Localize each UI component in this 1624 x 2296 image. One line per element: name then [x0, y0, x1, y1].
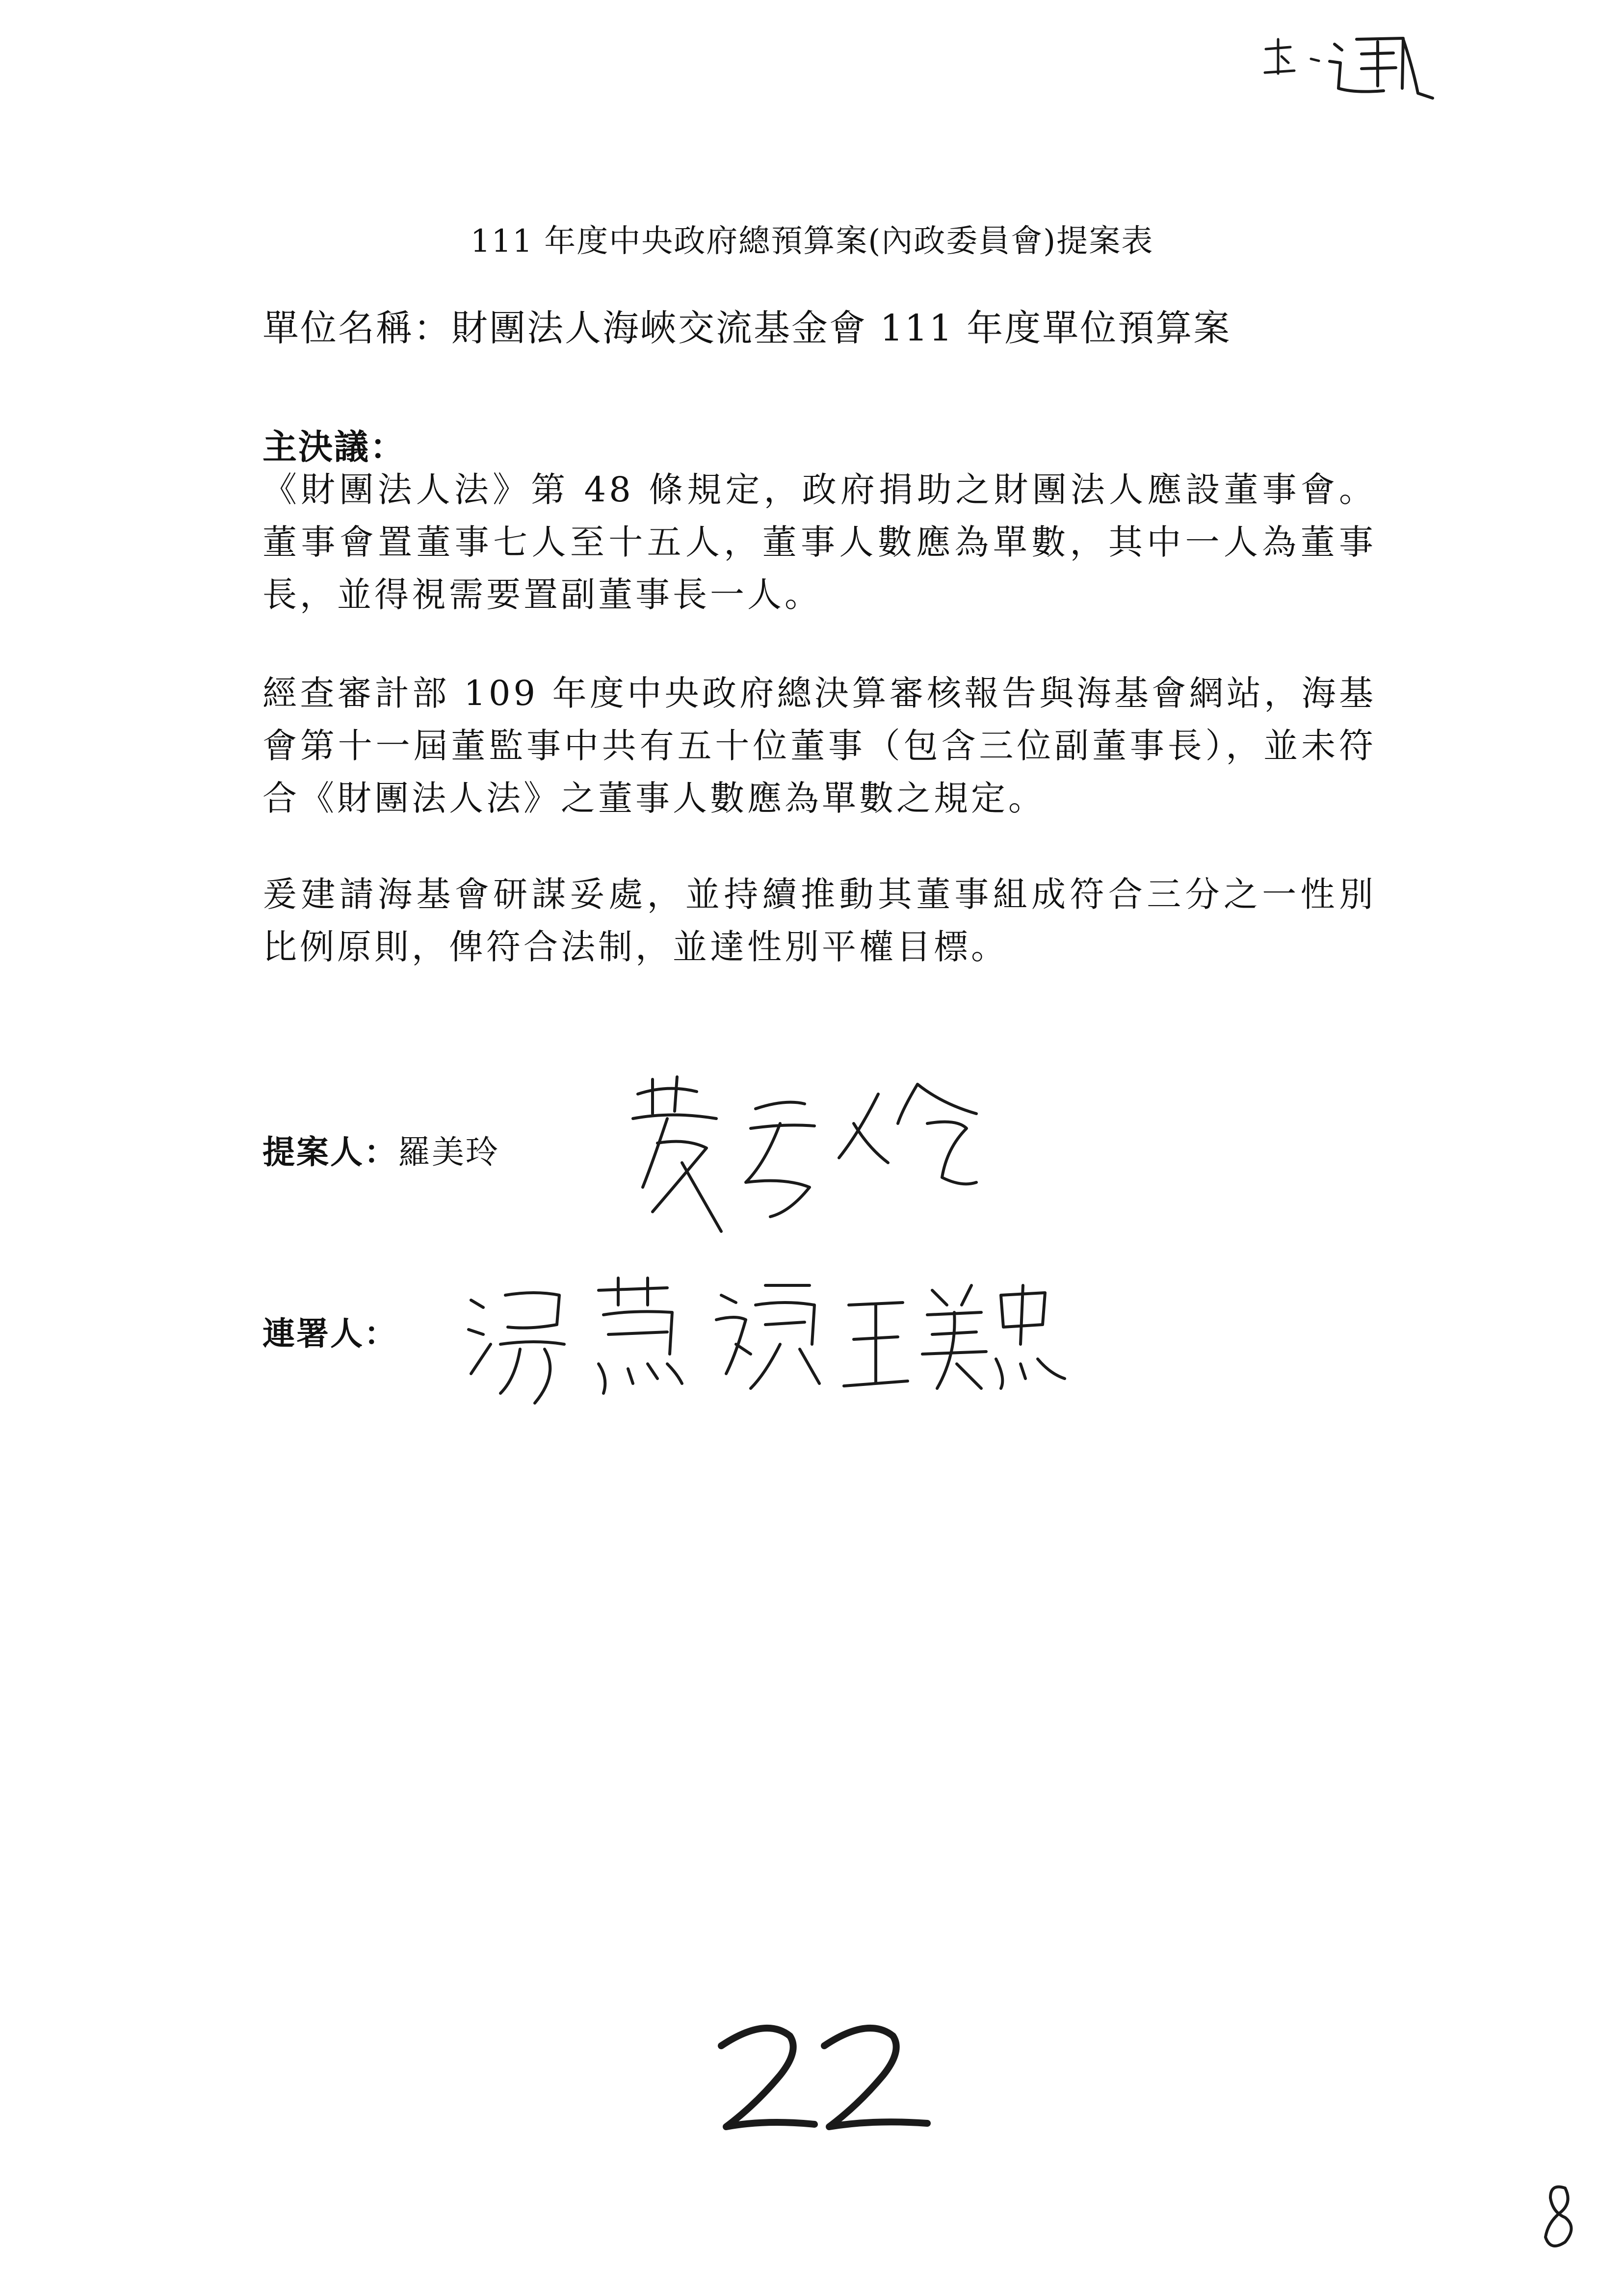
resolution-paragraph: 《財團法人法》第 48 條規定，政府捐助之財團法人應設董事會。董事會置董事七人至十五人，董事人數應為單數，其中一人為董事長，並得視需要置副董事長一人。	[262, 470, 1376, 615]
cosigner-row	[262, 1307, 398, 1354]
corner-note-handwriting	[1256, 20, 1442, 108]
page-number-handwriting	[707, 2011, 942, 2149]
unit-name-line: 單位名稱：財團法人海峽交流基金會 111 年度單位預算案	[262, 307, 1231, 349]
resolution-paragraph: 經查審計部 109 年度中央政府總決算審核報告與海基會網站，海基會第十一屆董監事中共有五十位董事（包含三位副董事長），並未符合《財團法人法》之董事人數應為單數之規定。	[262, 673, 1376, 818]
proposer-name: 羅美玲	[398, 1133, 499, 1171]
document-title: 111 年度中央政府總預算案(內政委員會)提案表	[470, 223, 1154, 260]
margin-mark-handwriting	[1531, 2178, 1585, 2257]
cosigner-label: 連署人：	[262, 1314, 398, 1353]
main-resolution-heading: 主決議：	[262, 426, 406, 467]
proposer-row	[262, 1126, 499, 1173]
resolution-paragraph: 爰建請海基會研謀妥處，並持續推動其董事組成符合三分之一性別比例原則，俾符合法制，並達性別平權目標。	[262, 874, 1376, 967]
cosigner-signatures	[461, 1266, 1070, 1413]
proposer-label: 提案人：	[262, 1133, 398, 1171]
proposer-signature	[623, 1065, 1016, 1251]
